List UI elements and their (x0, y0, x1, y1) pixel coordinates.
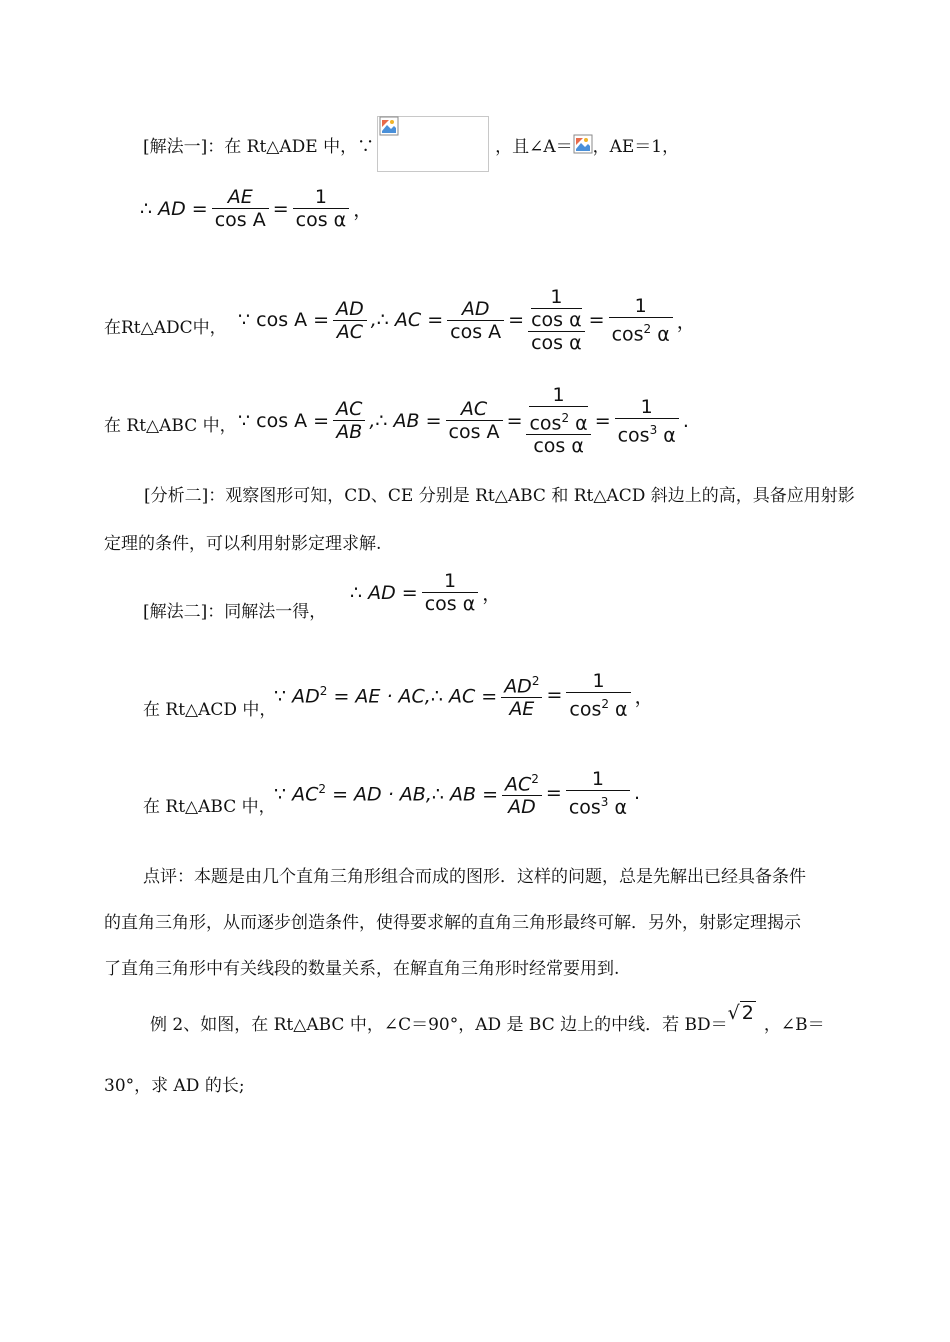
denominator: cos α (424, 593, 476, 615)
sqrt-expression: √ 2 (727, 1001, 754, 1024)
sol1-abc-formula: ∵ cos A = $\frac{AC}{AB}$ ,∴ AB = $\frac{AC}{\text{cos A}}$ = 1 $\cos^2 \alpha$ cos α = $\frac{1}{\cos^3 \alpha}$ . (238, 384, 689, 458)
formula-lhs: ∵ $AD^2$ = AE · AC,∴ AC = (274, 683, 498, 707)
comma: ， (353, 199, 373, 221)
sol1-intro-text: [解法一]：在 Rt△ADE 中，∵ (143, 136, 375, 157)
equals: = (272, 197, 289, 220)
inner-numerator: 1 (531, 286, 582, 309)
inner-denominator: $\cos^2 \alpha$ (529, 411, 588, 435)
denominator: cos α (533, 435, 584, 458)
numerator: $AC^2$ (502, 768, 542, 796)
denominator: cos α (295, 209, 347, 231)
numerator: AD (447, 298, 504, 321)
formula-lhs: ∴ AD = (140, 197, 208, 220)
formula-lhs: ∵ cos A = (238, 309, 330, 331)
sol2-abc-formula: ∵ $AC^2$ = AD · AB,∴ AB = $\frac{AC^2}{AD}$ = $\frac{1}{\cos^3 \alpha}$ . (274, 768, 641, 819)
numerator: AD (333, 298, 367, 321)
sol1-adc-formula: ∵ cos A = $\frac{AD}{AC}$ ,∴ AC = $\frac{AD}{\text{cos A}}$ = 1 cos α cos α = $\frac{1}{\cos^2 \alpha}$ ， (238, 286, 696, 354)
sol2-ad-formula: ∴ AD = $\frac{1}{\text{cos α}}$ ， (350, 570, 502, 615)
example2-line1 (150, 1001, 825, 1035)
denominator: cos A (450, 320, 502, 343)
denominator: AD (508, 796, 536, 819)
sol1-abc-label: 在 Rt△ABC 中， (104, 416, 237, 436)
denominator: AE (509, 698, 535, 721)
formula-mid: ,∴ AC = (370, 309, 444, 331)
denominator: cos A (448, 421, 500, 444)
comment-line2: 的直角三角形，从而逐步创造条件，使得要求解的直角三角形最终可解．另外，射影定理揭示 (104, 913, 801, 933)
fraction (212, 186, 269, 231)
sol1-mid-text: ，且∠A＝ (495, 136, 573, 157)
fraction (333, 398, 365, 443)
numerator: AC (333, 398, 365, 421)
example2-text-2: ，∠B＝ (763, 1015, 825, 1035)
numerator: $AD^2$ (501, 670, 542, 698)
numerator: 1 (615, 396, 679, 419)
comment-line3: 了直角三角形中有关线段的数量关系，在解直角三角形时经常要用到. (104, 959, 620, 979)
sol2-acd-formula: ∵ $AD^2$ = AE · AC,∴ AC = $\frac{AD^2}{AE}$ = $\frac{1}{\cos^2 \alpha}$ ， (274, 670, 654, 721)
analysis2-line2: 定理的条件，可以利用射影定理求解. (104, 534, 382, 554)
broken-image-icon (573, 134, 593, 154)
sol2-abc-label: 在 Rt△ABC 中， (143, 797, 276, 817)
numerator: 1 (293, 186, 350, 209)
fraction (422, 570, 479, 615)
numerator: 1 (566, 670, 630, 693)
numerator (526, 384, 590, 435)
fraction (447, 298, 504, 343)
numerator: AE (212, 186, 269, 209)
fraction (333, 298, 367, 343)
denominator: cos α (531, 332, 582, 354)
denominator: $\cos^2 \alpha$ (569, 697, 628, 721)
denominator: $\cos^3 \alpha$ (568, 795, 628, 819)
example2-text: 例 2、如图，在 Rt△ABC 中，∠C＝90°，AD 是 BC 边上的中线．若 BD＝ (150, 1015, 728, 1035)
sol1-end-text: ，AE＝1， (592, 136, 680, 157)
denominator: AC (336, 320, 364, 343)
denominator: $\cos^3 \alpha$ (617, 422, 676, 446)
example2-line2: 30°，求 AD 的长; (104, 1076, 245, 1096)
sol1-adc-label: 在Rt△ADC中， (104, 318, 227, 338)
fraction (293, 186, 350, 231)
sol1-intro-line (143, 116, 679, 172)
sol2-intro: [解法二]：同解法一得， (143, 602, 327, 622)
fraction (566, 768, 630, 818)
comment-line1: 点评：本题是由几个直角三角形组合而成的图形．这样的问题，总是先解出已经具备条件 (143, 867, 806, 887)
compound-fraction (526, 384, 590, 457)
numerator: 1 (422, 570, 479, 593)
fraction (502, 768, 542, 818)
numerator: AC (446, 398, 503, 421)
inner-numerator: 1 (529, 384, 587, 407)
broken-image-icon (379, 116, 399, 136)
numerator: 1 (566, 768, 630, 791)
compound-fraction (528, 286, 585, 354)
numerator: 1 (609, 295, 673, 318)
fraction (501, 670, 542, 720)
fraction (446, 398, 503, 443)
inner-denominator: cos α (531, 309, 582, 331)
sol1-ad-formula (140, 186, 372, 231)
denominator: cos A (214, 209, 266, 231)
fraction (615, 396, 679, 446)
formula-lhs: ∵ cos A = (238, 409, 330, 432)
analysis2-line1: [分析二]：观察图形可知，CD、CE 分别是 Rt△ABC 和 Rt△ACD 斜边上的高，具备应用射影 (144, 486, 855, 506)
fraction (609, 295, 673, 345)
analysis2-paragraph (104, 474, 894, 518)
fraction (566, 670, 630, 720)
image-placeholder-box (377, 116, 489, 172)
formula-lhs: ∴ AD = (350, 581, 418, 604)
numerator (528, 286, 585, 332)
formula-lhs: ∵ $AC^2$ = AD · AB,∴ AB = (274, 781, 498, 805)
formula-mid: ,∴ AB = (369, 409, 442, 432)
denominator: AB (336, 421, 363, 444)
sol2-acd-label: 在 Rt△ACD 中， (143, 700, 277, 720)
denominator: $\cos^2 \alpha$ (611, 321, 670, 346)
